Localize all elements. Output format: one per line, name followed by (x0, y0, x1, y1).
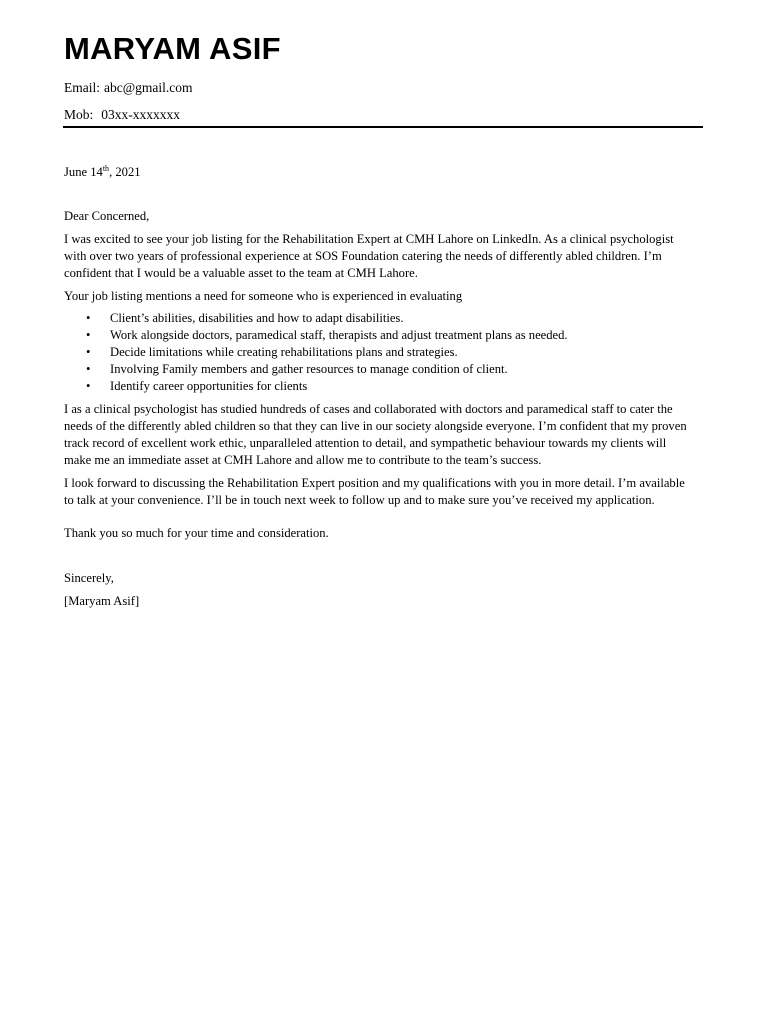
letter-date (64, 164, 696, 181)
thanks-line: Thank you so much for your time and consideration. (64, 526, 329, 540)
list-item-text: Client’s abilities, disabilities and how to adapt disabilities. (110, 311, 404, 325)
date-prefix: June 14 (64, 165, 103, 179)
bullet-icon: • (86, 328, 91, 342)
letter-body (64, 164, 696, 610)
applicant-name: MARYAM ASIF (64, 31, 281, 66)
paragraph-experience: I as a clinical psychologist has studied hundreds of cases and collaborated with doctors and paramedical staff to cater the needs of the differently abled children so that they can live in our society alongside everyone. I’m confident that my proven track record of excellent work ethic, unparalleled attention to detail, and sympathetic behaviour towards my clients will make me an immediate asset at CMH Lahore and allow me to contribute to the team’s success. (64, 402, 687, 467)
mobile-value: 03xx-xxxxxxx (101, 107, 181, 122)
date-suffix: th (102, 164, 110, 173)
email-label: Email: (64, 80, 100, 95)
list-item (64, 310, 696, 327)
date-rest: , 2021 (109, 165, 141, 179)
paragraph-intro: I was excited to see your job listing for the Rehabilitation Expert at CMH Lahore on LinkedIn. As a clinical psychologist with over two years of professional experience at SOS Foundation catering the needs of differently abled children. I’m confident that I would be a valuable asset to the team at CMH Lahore. (64, 232, 674, 280)
list-item-text: Work alongside doctors, paramedical staff, therapists and adjust treatment plans as needed. (110, 328, 568, 342)
bullet-icon: • (86, 362, 91, 376)
list-item (64, 344, 696, 361)
list-item (64, 361, 696, 378)
list-item-text: Decide limitations while creating rehabilitations plans and strategies. (110, 345, 458, 359)
mobile-label: Mob: (64, 107, 94, 122)
email-value: abc@gmail.com (104, 80, 193, 95)
list-item-text: Involving Family members and gather resources to manage condition of client. (110, 362, 508, 376)
header-divider (63, 126, 703, 128)
mobile-line (64, 107, 180, 123)
paragraph-list-intro: Your job listing mentions a need for someone who is experienced in evaluating (64, 289, 463, 303)
bullet-icon: • (86, 379, 91, 393)
salutation: Dear Concerned, (64, 209, 150, 223)
bullet-icon: • (86, 345, 91, 359)
bullet-icon: • (86, 311, 91, 325)
requirements-list (64, 310, 696, 395)
list-item-text: Identify career opportunities for clients (110, 379, 308, 393)
paragraph-followup: I look forward to discussing the Rehabilitation Expert position and my qualifications with you in more detail. I’m available to talk at your convenience. I’ll be in touch next week to follow up and to make sure you’ve received my application. (64, 476, 685, 507)
signature: [Maryam Asif] (64, 594, 140, 608)
list-item (64, 378, 696, 395)
email-line (64, 80, 193, 96)
list-item (64, 327, 696, 344)
closing: Sincerely, (64, 571, 114, 585)
